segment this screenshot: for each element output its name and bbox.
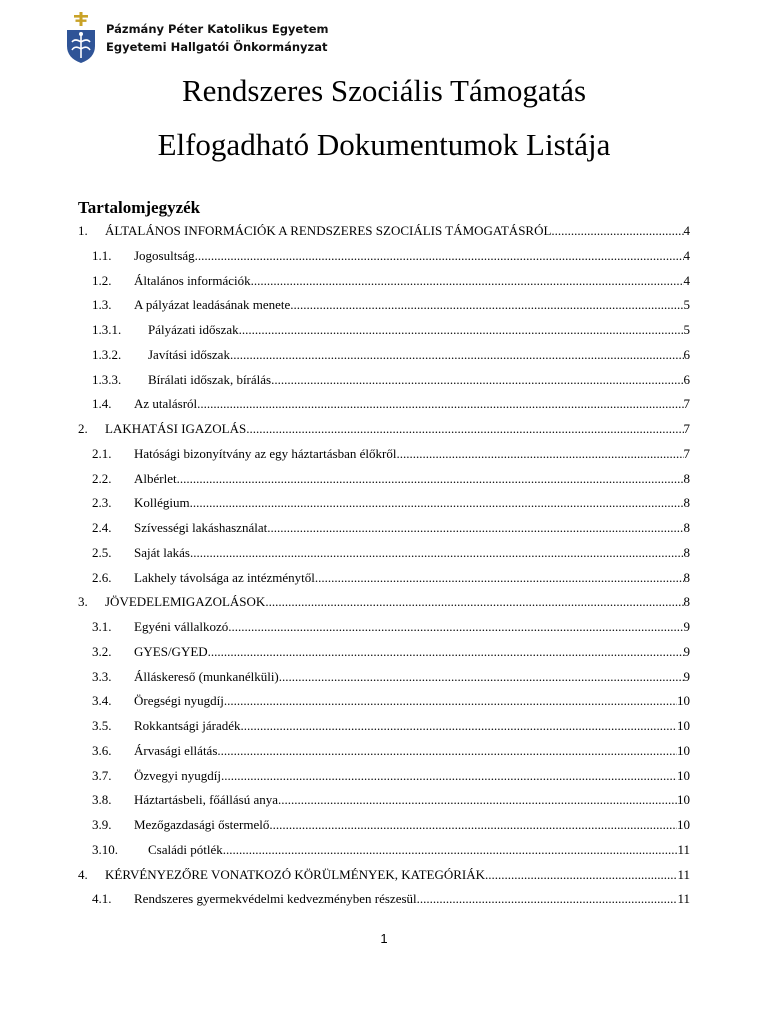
toc-entry-page: 9 (683, 619, 690, 634)
toc-entry[interactable] (78, 442, 690, 467)
toc-entry-label: Mezőgazdasági őstermelő (134, 813, 269, 838)
toc-entry-page: 6 (683, 371, 690, 387)
toc-entry-label: ÁLTALÁNOS INFORMÁCIÓK A RENDSZERES SZOCIÁLIS TÁMOGATÁSRÓL (105, 219, 551, 244)
toc-entry-label: Egyéni vállalkozó (134, 615, 228, 640)
toc-entry-page: 10 (677, 693, 690, 709)
toc-entry-label: Lakhely távolsága az intézménytől (134, 566, 315, 591)
toc-entry-label: Javítási időszak (148, 343, 230, 368)
toc-heading: Tartalomjegyzék (78, 198, 201, 217)
toc-entry-page: 8 (683, 569, 690, 585)
toc-entry-label: A pályázat leadásának menete (134, 293, 290, 318)
toc-entry-number: 4.1. (92, 891, 112, 907)
toc-entry-number: 1.4. (92, 396, 112, 412)
toc-dot-leader (195, 244, 684, 269)
toc-entry-number: 3.4. (92, 693, 112, 709)
toc-dot-leader (265, 590, 683, 615)
toc-entry[interactable] (78, 615, 690, 640)
toc-entry-page: 6 (683, 346, 690, 362)
toc-dot-leader (241, 714, 678, 739)
toc-entry-page: 10 (677, 718, 690, 733)
toc-entry-page: 8 (683, 495, 690, 511)
toc-entry[interactable] (78, 764, 690, 789)
toc-entry-label: GYES/GYED (134, 640, 208, 665)
toc-entry-number: 1. (78, 223, 88, 238)
org-name-line-1: Pázmány Péter Katolikus Egyetem (106, 22, 329, 36)
document-title-line-2: Elfogadható Dokumentumok Listája (157, 127, 611, 162)
toc-entry-page: 5 (683, 322, 690, 337)
toc-entry-label: Bírálati időszak, bírálás (148, 368, 271, 393)
toc-entry-number: 3.1. (92, 619, 112, 634)
toc-dot-leader (190, 491, 684, 516)
toc-entry-label: Hatósági bizonyítvány az egy háztartásban élőkről (134, 442, 396, 467)
toc-dot-leader (269, 813, 677, 838)
toc-entry-number: 3.5. (92, 718, 112, 733)
toc-entry-number: 2.4. (92, 520, 112, 535)
toc-entry[interactable] (78, 417, 690, 442)
toc-entry-page: 10 (677, 767, 690, 783)
toc-entry[interactable] (78, 813, 690, 838)
toc-entry-number: 1.1. (92, 247, 112, 263)
toc-entry-number: 3.2. (92, 643, 112, 659)
toc-entry-page: 11 (677, 841, 690, 857)
toc-dot-leader (417, 887, 678, 912)
toc-entry[interactable] (78, 219, 690, 244)
toc-entry-page: 4 (683, 223, 690, 238)
toc-entry-number: 1.2. (92, 272, 112, 288)
toc-dot-leader (190, 541, 684, 566)
toc-entry[interactable] (78, 491, 690, 516)
toc-entry-page: 10 (677, 742, 690, 758)
toc-entry-number: 2.3. (92, 495, 112, 511)
toc-dot-leader (230, 343, 684, 368)
toc-entry[interactable] (78, 739, 690, 764)
toc-entry[interactable] (78, 838, 690, 863)
toc-entry-label: Öregségi nyugdíj (134, 689, 224, 714)
toc-entry[interactable] (78, 293, 690, 318)
toc-entry-number: 3. (78, 594, 88, 610)
toc-entry-label: Rokkantsági járadék (134, 714, 241, 739)
toc-entry-label: KÉRVÉNYEZŐRE VONATKOZÓ KÖRÜLMÉNYEK, KATEGÓRIÁK (105, 863, 485, 888)
toc-entry-page: 8 (683, 594, 690, 610)
toc-dot-leader (221, 764, 677, 789)
toc-dot-leader (217, 739, 677, 764)
toc-entry-label: Általános információk (134, 269, 251, 294)
toc-entry-label: Szívességi lakáshasználat (134, 516, 267, 541)
page-number: 1 (380, 931, 388, 946)
toc-entry-label: Pályázati időszak (148, 318, 239, 343)
toc-entry-number: 3.3. (92, 668, 112, 684)
toc-entry-page: 7 (683, 421, 690, 436)
toc-entry[interactable] (78, 516, 690, 541)
toc-entry-label: LAKHATÁSI IGAZOLÁS (105, 417, 246, 442)
toc-entry-label: Albérlet (134, 467, 177, 492)
toc-entry[interactable] (78, 541, 690, 566)
toc-dot-leader (278, 788, 677, 813)
toc-dot-leader (177, 467, 684, 492)
toc-entry[interactable] (78, 368, 690, 393)
toc-dot-leader (208, 640, 684, 665)
toc-entry-label: Álláskereső (munkanélküli) (134, 665, 279, 690)
toc-dot-leader (246, 417, 683, 442)
toc-entry-label: Az utalásról (134, 392, 197, 417)
toc-entry-page: 11 (677, 891, 690, 907)
toc-entry[interactable] (78, 887, 690, 912)
toc-entry-number: 2.1. (92, 445, 112, 461)
toc-dot-leader (197, 392, 683, 417)
toc-entry-label: Árvasági ellátás (134, 739, 217, 764)
toc-entry-label: Özvegyi nyugdíj (134, 764, 221, 789)
toc-dot-leader (551, 219, 683, 244)
toc-entry-page: 4 (683, 247, 690, 263)
toc-entry-number: 3.8. (92, 792, 112, 808)
toc-dot-leader (223, 838, 678, 863)
toc-dot-leader (267, 516, 683, 541)
toc-entry-page: 10 (677, 792, 690, 808)
toc-entry-page: 5 (683, 297, 690, 313)
toc-entry[interactable] (78, 788, 690, 813)
toc-entry-label: Kollégium (134, 491, 190, 516)
toc-entry[interactable] (78, 318, 690, 343)
toc-entry-page: 9 (683, 668, 690, 684)
toc-entry-label: Saját lakás (134, 541, 190, 566)
toc-entry-page: 9 (683, 643, 690, 659)
toc-entry-number: 2. (78, 421, 88, 436)
toc-entry-number: 1.3.2. (92, 346, 122, 362)
toc-entry-number: 4. (78, 866, 88, 882)
toc-entry-page: 7 (683, 396, 690, 412)
toc-entry-label: Jogosultság (134, 244, 195, 269)
toc-entry-number: 3.7. (92, 767, 112, 783)
org-name-line-2: Egyetemi Hallgatói Önkormányzat (106, 40, 328, 54)
toc-dot-leader (239, 318, 684, 343)
toc-entry[interactable] (78, 640, 690, 665)
toc-entry-number: 3.6. (92, 742, 112, 758)
toc-entry-label: Háztartásbeli, főállású anya (134, 788, 278, 813)
toc-entry-number: 2.6. (92, 569, 112, 585)
toc-entry-label: JÖVEDELEMIGAZOLÁSOK (105, 590, 265, 615)
toc-dot-leader (290, 293, 683, 318)
toc-entry[interactable] (78, 863, 690, 888)
toc-entry-number: 1.3. (92, 297, 112, 313)
table-of-contents (78, 219, 690, 912)
toc-entry-page: 4 (683, 272, 690, 288)
toc-entry-number: 3.9. (92, 817, 112, 832)
toc-entry[interactable] (78, 343, 690, 368)
toc-entry-number: 2.5. (92, 544, 112, 560)
toc-dot-leader (224, 689, 677, 714)
toc-entry[interactable] (78, 269, 690, 294)
toc-dot-leader (396, 442, 683, 467)
toc-entry[interactable] (78, 689, 690, 714)
toc-entry-page: 7 (683, 445, 690, 461)
toc-entry-label: Családi pótlék (148, 838, 223, 863)
document-title-line-1: Rendszeres Szociális Támogatás (181, 73, 587, 108)
toc-entry-label: Rendszeres gyermekvédelmi kedvezményben részesül (134, 887, 417, 912)
toc-dot-leader (485, 863, 677, 888)
toc-dot-leader (271, 368, 683, 393)
toc-dot-leader (315, 566, 684, 591)
toc-entry-page: 8 (683, 470, 690, 486)
toc-entry-page: 8 (683, 544, 690, 560)
organization-name (106, 20, 329, 56)
toc-entry-page: 10 (677, 817, 690, 832)
toc-entry-number: 2.2. (92, 470, 112, 486)
toc-entry[interactable] (78, 392, 690, 417)
university-crest-icon (66, 12, 96, 64)
toc-entry[interactable] (78, 714, 690, 739)
toc-entry[interactable] (78, 467, 690, 492)
toc-entry-number: 3.10. (92, 841, 118, 857)
toc-entry-page: 8 (683, 520, 690, 535)
toc-entry-number: 1.3.1. (92, 322, 122, 337)
toc-dot-leader (279, 665, 684, 690)
toc-entry[interactable] (78, 590, 690, 615)
toc-entry[interactable] (78, 665, 690, 690)
toc-entry-page: 11 (677, 866, 690, 882)
toc-entry[interactable] (78, 244, 690, 269)
toc-dot-leader (251, 269, 684, 294)
toc-entry[interactable] (78, 566, 690, 591)
toc-entry-number: 1.3.3. (92, 371, 122, 387)
toc-dot-leader (228, 615, 683, 640)
